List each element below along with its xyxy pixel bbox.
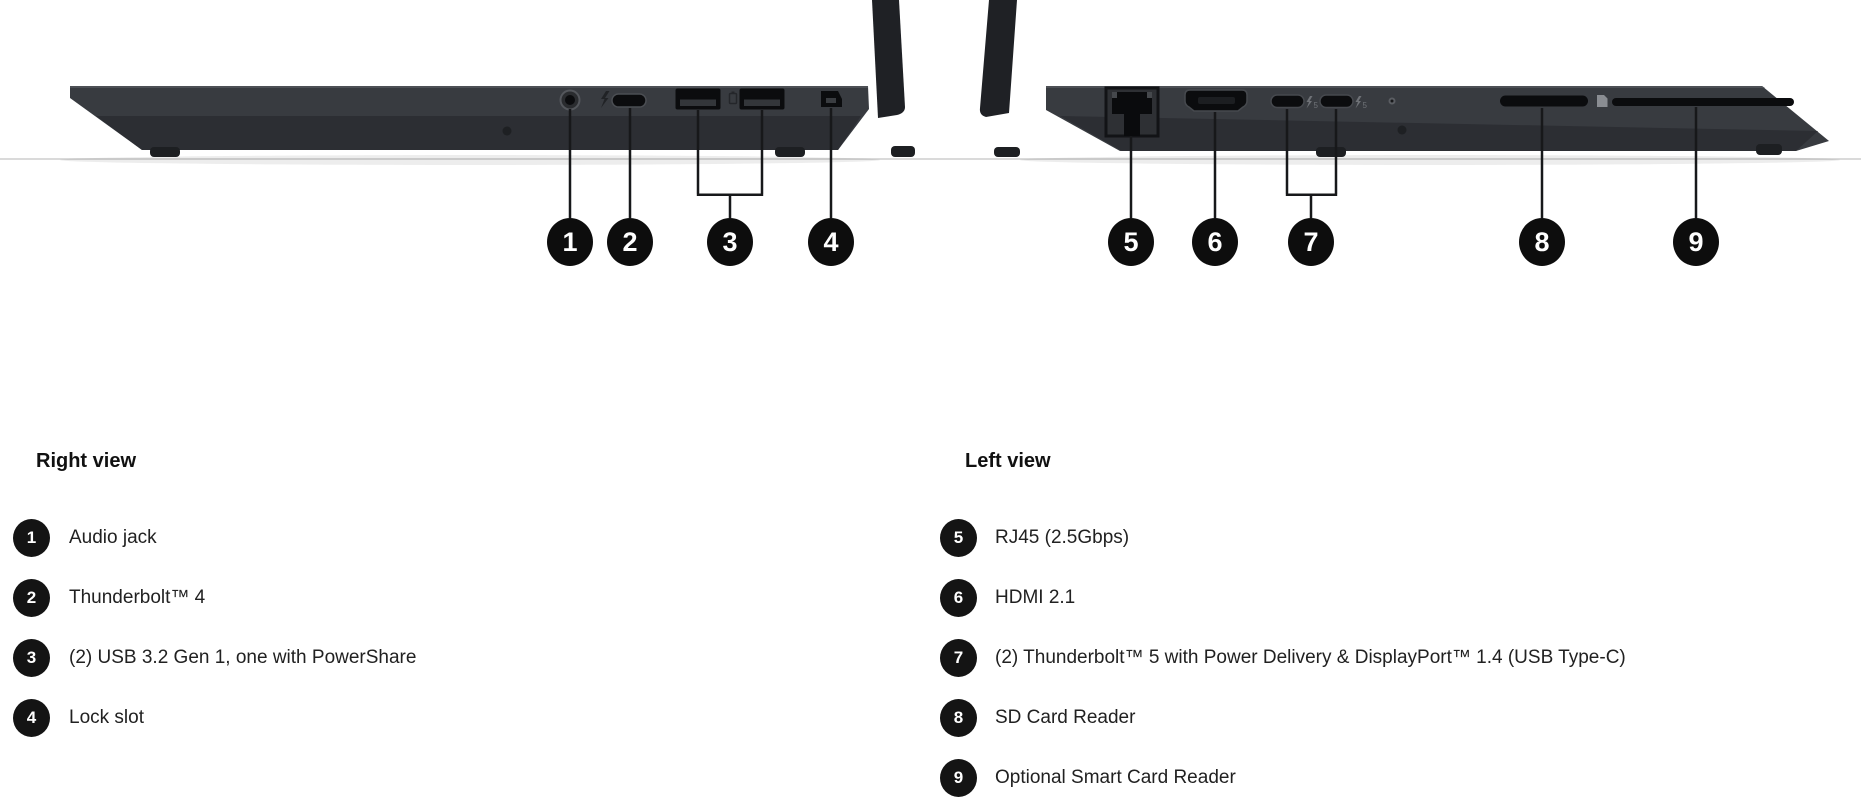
legend-item-1 xyxy=(13,519,157,557)
legend-badge-2: 2 xyxy=(13,579,50,617)
laptop-lower-face xyxy=(96,116,861,150)
thunderbolt-5-port-icon xyxy=(1271,95,1304,108)
callout-5-rj45 xyxy=(1108,218,1154,266)
usb-a-port-icon xyxy=(676,89,721,110)
legend-item-3 xyxy=(13,639,416,677)
legend-item-7 xyxy=(940,639,1626,677)
legend-label-smart-card-reader: Optional Smart Card Reader xyxy=(995,767,1236,788)
sd-card-slot-icon xyxy=(1500,96,1588,107)
laptop-left-view xyxy=(980,0,1829,157)
laptop-foot xyxy=(891,146,915,157)
legend-badge-9: 9 xyxy=(940,759,977,797)
laptop-foot xyxy=(1316,147,1346,157)
laptop-lid-edge xyxy=(980,0,1017,117)
audio-jack-port-icon xyxy=(560,90,581,111)
screw-dot xyxy=(503,127,512,136)
status-led-icon xyxy=(1389,98,1396,105)
legend-badge-1: 1 xyxy=(13,519,50,557)
svg-text:5: 5 xyxy=(1313,101,1318,110)
legend-label-sd-card-reader: SD Card Reader xyxy=(995,707,1136,728)
laptop-side-views-illustration xyxy=(0,0,1861,330)
right-view-heading: Right view xyxy=(36,450,137,472)
callout-1-audio-jack xyxy=(547,218,593,266)
thunderbolt-4-port-icon xyxy=(612,94,646,107)
callout-number: 6 xyxy=(1207,226,1223,257)
laptop-right-view xyxy=(70,0,915,157)
screw-dot xyxy=(1398,126,1407,135)
thunderbolt-5-port-icon xyxy=(1320,95,1353,108)
legend-badge-3: 3 xyxy=(13,639,50,677)
legend-label-thunderbolt-4: Thunderbolt™ 4 xyxy=(69,587,206,608)
callout-6-hdmi xyxy=(1192,218,1238,266)
laptop-lid-edge xyxy=(872,0,905,118)
legend-item-5 xyxy=(940,519,1129,557)
legend-item-9 xyxy=(940,759,1236,797)
callout-number: 8 xyxy=(1534,226,1550,257)
callout-number: 7 xyxy=(1303,226,1319,257)
legend-item-4 xyxy=(13,699,144,737)
callout-number: 3 xyxy=(722,226,738,257)
smart-card-slot-icon xyxy=(1612,98,1794,106)
laptop-foot xyxy=(775,147,805,157)
svg-text:5: 5 xyxy=(1362,101,1367,110)
laptop-shadow xyxy=(60,155,880,165)
callout-number: 1 xyxy=(562,226,578,257)
laptop-foot xyxy=(994,147,1020,157)
callout-4-lock-slot xyxy=(808,218,854,266)
callout-number: 5 xyxy=(1123,226,1139,257)
callout-7-thunderbolt-5 xyxy=(1288,218,1334,266)
legend-badge-7: 7 xyxy=(940,639,977,677)
legend-label-thunderbolt-5: (2) Thunderbolt™ 5 with Power Delivery & DisplayPort™ 1.4 (USB Type-C) xyxy=(995,647,1626,668)
callout-9-smart-card xyxy=(1673,218,1719,266)
legend-badge-6: 6 xyxy=(940,579,977,617)
legend-label-hdmi: HDMI 2.1 xyxy=(995,587,1076,608)
legend-item-6 xyxy=(940,579,1075,617)
legend-item-2 xyxy=(13,579,205,617)
legend-item-8 xyxy=(940,699,1135,737)
hdmi-port-icon xyxy=(1185,90,1247,111)
rj45-port-icon xyxy=(1106,88,1158,136)
callout-2-thunderbolt-4 xyxy=(607,218,653,266)
laptop-shadow xyxy=(1020,155,1840,165)
legend-label-usb-ports: (2) USB 3.2 Gen 1, one with PowerShare xyxy=(69,647,417,668)
legend-badge-4: 4 xyxy=(13,699,50,737)
callout-number: 4 xyxy=(823,226,839,257)
legend-badge-8: 8 xyxy=(940,699,977,737)
laptop-top-highlight xyxy=(70,86,868,88)
lock-slot-icon xyxy=(821,91,842,107)
callout-number: 2 xyxy=(622,226,638,257)
laptop-foot xyxy=(150,147,180,157)
callout-3-usb-a-ports xyxy=(707,218,753,266)
usb-a-port-icon xyxy=(740,89,785,110)
callout-number: 9 xyxy=(1688,226,1704,257)
callout-8-sd-card xyxy=(1519,218,1565,266)
legend-label-rj45: RJ45 (2.5Gbps) xyxy=(995,527,1130,548)
legend-label-lock-slot: Lock slot xyxy=(69,707,144,728)
laptop-foot xyxy=(1756,144,1782,155)
legend-label-audio-jack: Audio jack xyxy=(69,527,157,548)
legend-badge-5: 5 xyxy=(940,519,977,557)
left-view-heading: Left view xyxy=(965,450,1051,472)
